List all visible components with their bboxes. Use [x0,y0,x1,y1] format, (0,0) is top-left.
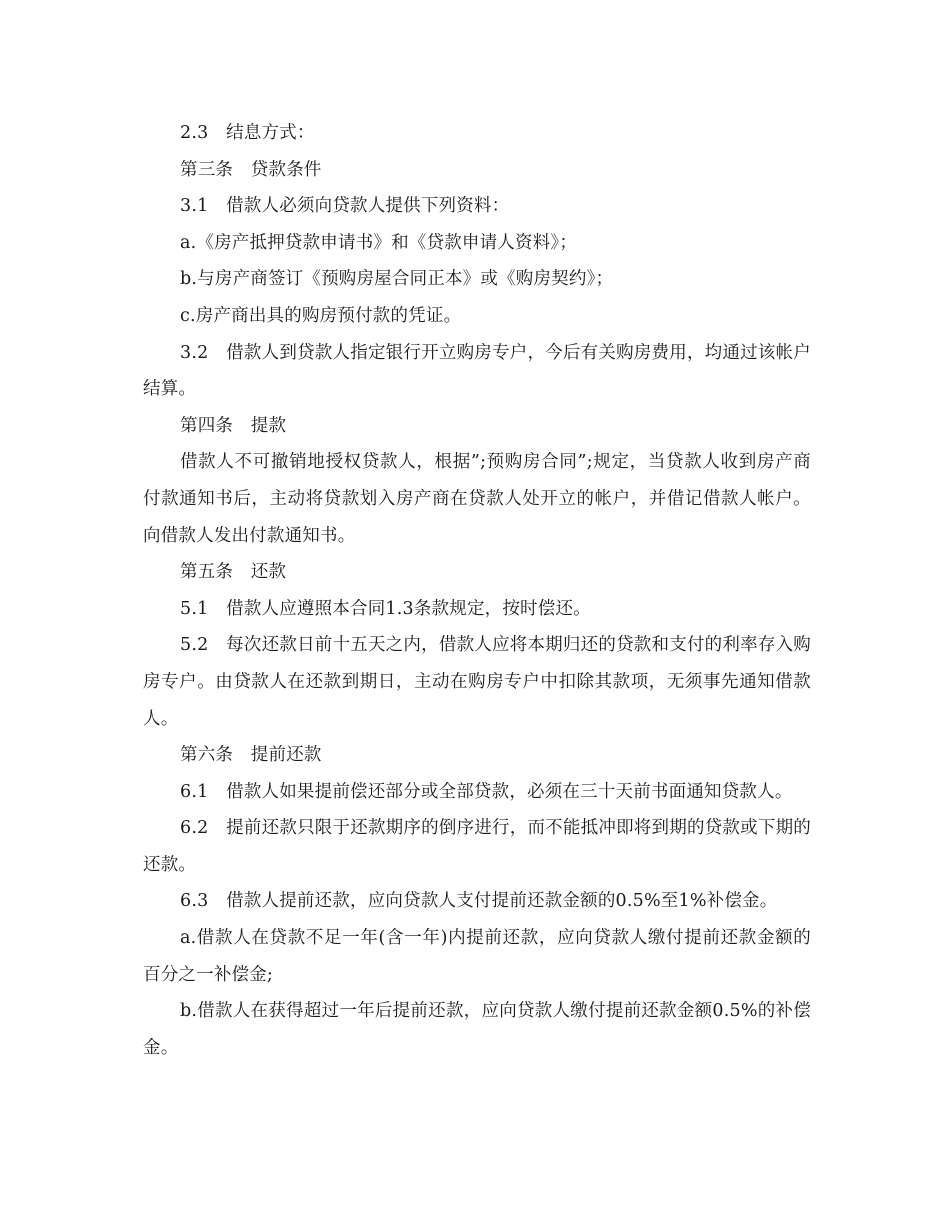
clause-6-3-item-b: b.借款人在获得超过一年后提前还款，应向贷款人缴付提前还款金额0.5%的补偿金。 [143,1001,811,1058]
clause-2-3-interest-method: 2.3 结息方式： [180,123,315,143]
document-body [143,115,811,1066]
article-4-body: 借款人不可撤销地授权贷款人，根据”;预购房合同”;规定，当贷款人收到房产商付款通知书后，主动将贷款划入房产商在贷款人处开立的帐户，并借记借款人帐户。向借款人发出付款通知书。 [143,452,811,546]
clause-6-1: 6.1 借款人如果提前偿还部分或全部贷款，必须在三十天前书面通知贷款人。 [180,781,793,802]
article-6-heading: 第六条 提前还款 [180,745,322,766]
clause-3-2: 3.2 借款人到贷款人指定银行开立购房专户，今后有关购房费用，均通过该帐户结算。 [143,342,811,400]
clause-5-2: 5.2 每次还款日前十五天之内，借款人应将本期归还的贷款和支付的利率存入购房专户。由贷款人在还款到期日，主动在购房专户中扣除其款项，无须事先通知借款人。 [143,635,811,729]
clause-3-1-item-c: c.房产商出具的购房预付款的凭证。 [180,305,462,326]
clause-3-1: 3.1 借款人必须向贷款人提供下列资料： [180,196,510,217]
clause-6-3: 6.3 借款人提前还款，应向贷款人支付提前还款金额的0.5%至1%补偿金。 [180,891,778,912]
article-5-heading: 第五条 还款 [180,562,287,583]
clause-6-3-item-a: a.借款人在贷款不足一年(含一年)内提前还款，应向贷款人缴付提前还款金额的百分之一补偿金; [143,928,811,985]
article-4-heading: 第四条 提款 [180,415,287,436]
clause-3-1-item-a: a.《房产抵押贷款申请书》和《贷款申请人资料》； [180,232,578,253]
clause-6-2: 6.2 提前还款只限于还款期序的倒序进行，而不能抵冲即将到期的贷款或下期的还款。 [143,818,811,875]
article-3-heading: 第三条 贷款条件 [180,159,322,180]
clause-3-1-item-b: b.与房产商签订《预购房屋合同正本》或《购房契约》； [180,269,614,290]
clause-5-1: 5.1 借款人应遵照本合同1.3条款规定，按时偿还。 [180,598,591,619]
